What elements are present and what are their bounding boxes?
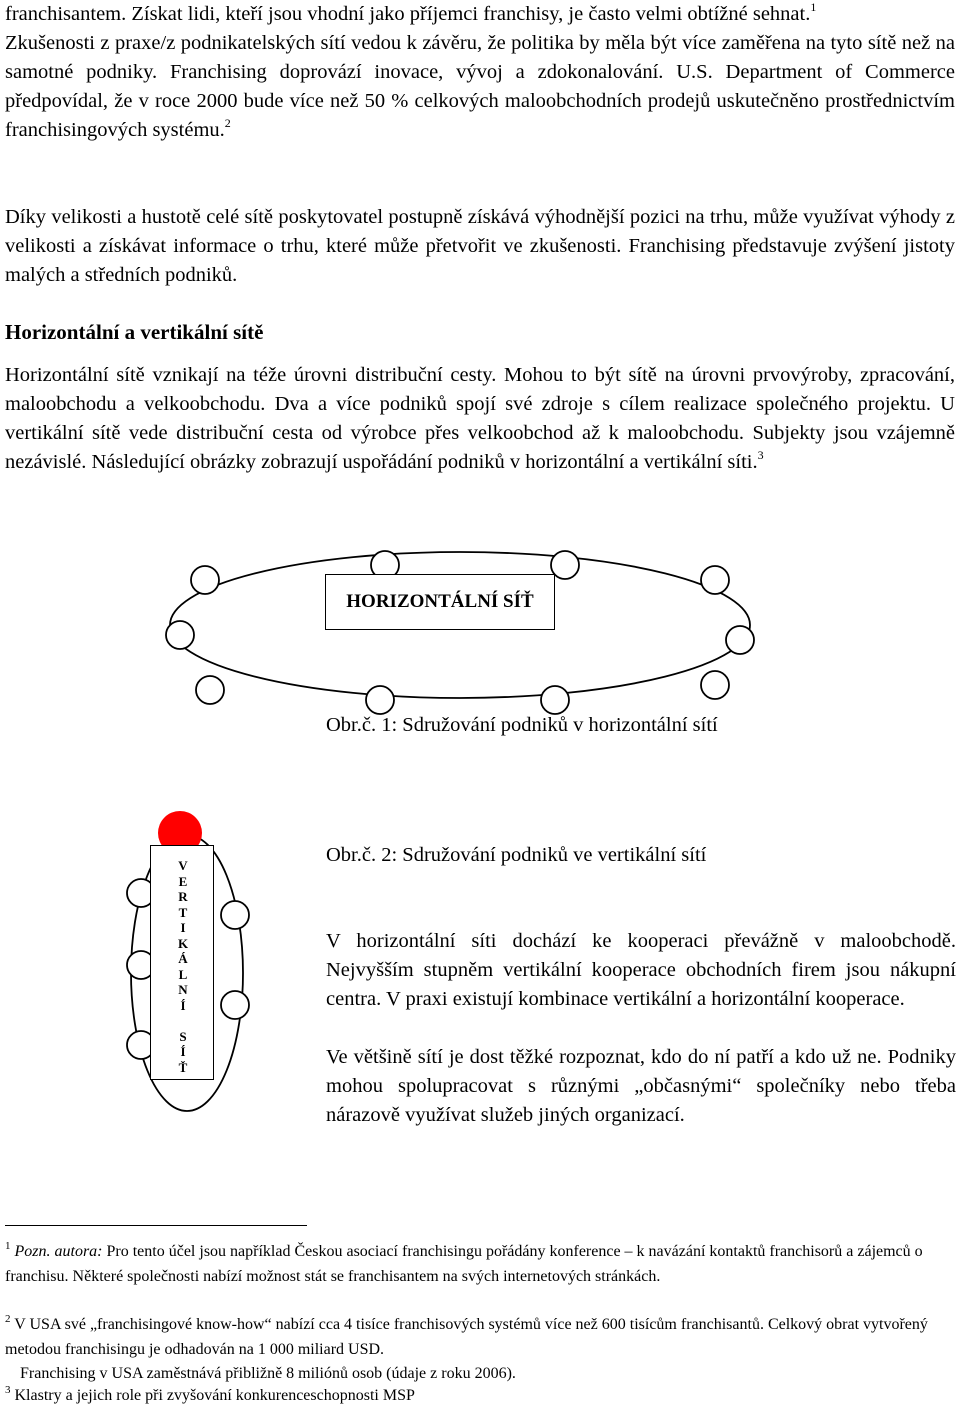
vertical-label-letter: S — [179, 1028, 187, 1044]
vertical-label-letter: Ť — [178, 1059, 188, 1075]
figure-2-caption: Obr.č. 2: Sdružování podniků ve vertikální sítí — [326, 844, 707, 866]
horizontal-network-diagram — [0, 545, 960, 715]
figure-1-caption: Obr.č. 1: Sdružování podniků v horizontální sítí — [326, 714, 718, 736]
paragraph-intro: franchisantem. Získat lidi, kteří jsou vhodní jako příjemci franchisy, je často velmi obtížné sehnat.$^1$ — [5, 0, 817, 25]
paragraph-membership: Ve většině sítí je dost těžké rozpoznat, kdo do ní patří a kdo už ne. Podniky mohou spolupracovat s různými „občasnými“ společníky nebo třeba nárazově využívat služeb jiných organizací. — [326, 1046, 956, 1126]
vertical-label-letter: N — [178, 982, 188, 997]
network-node — [551, 551, 579, 579]
section-heading: Horizontální a vertikální sítě — [5, 320, 264, 344]
vertical-label-letter: I — [180, 920, 186, 935]
network-node — [701, 566, 729, 594]
network-node — [541, 686, 569, 714]
vertical-label-letter: V — [178, 858, 188, 873]
paragraph-network-size: Díky velikosti a hustotě celé sítě poskytovatel postupně získává výhodnější pozici na trhu, může využívat výhody z velikosti a získávat informace o trhu, které může přetvořit ve zkušenosti. Franchising představuje zvýšení jistoty malých a středních podniků. — [5, 206, 955, 286]
network-node — [221, 901, 249, 929]
footnote-number: 3 — [5, 1384, 11, 1396]
vertical-label-letter: R — [178, 889, 188, 904]
paragraph-experience: Zkušenosti z praxe/z podnikatelských sítí vedou k závěru, že politika by měla být více zaměřena na tyto sítě než na samotné podniky. Franchising doprovází inovace, vývoj a zdokonalování. U.S. Department of Commerce předpovídal, že v roce 2000 bude více než 50 % celkových maloobchodních prodejů uskutečněno prostřednictvím franchisingových systému.$^2$ — [5, 32, 955, 141]
paragraph-cooperation: V horizontální síti dochází ke kooperaci převážně v maloobchodě. Nejvyšším stupněm vertikální kooperace obchodních firem jsou nákupní centra. V praxi existují kombinace vertikální a horizontální kooperace. — [326, 930, 956, 1010]
footnote-ref-2[interactable]: 2 — [224, 116, 231, 130]
footnote-ref-3[interactable]: 3 — [757, 448, 764, 462]
footnote-number: 2 — [5, 1313, 11, 1325]
footnote-1: $^1$ Pozn. autora: Pro tento účel jsou například Českou asociací franchisingu pořádány konference – k navázání kontaktů franchisorů a zájemců o franchisu. Některé společnosti nabízí možnost stát se franchisantem na svých internetových stránkách. — [5, 1240, 923, 1285]
vertical-label-letter: Í — [180, 1044, 186, 1059]
footnote-label: Pozn. autora: — [14, 1243, 103, 1260]
horizontal-network-label: HORIZONTÁLNÍ SÍŤ — [325, 574, 555, 630]
footnote-3: $^3$ Klastry a jejich role při zvyšování konkurenceschopnosti MSP — [5, 1384, 415, 1404]
vertical-label-letter: Á — [178, 951, 188, 966]
vertical-label-letter: L — [178, 966, 188, 982]
footnote-number: 1 — [5, 1240, 11, 1252]
vertical-label-letter: K — [177, 935, 189, 951]
network-node — [366, 686, 394, 714]
footnote-2: $^2$ V USA své „franchisingové know-how“ nabízí cca 4 tisíce franchisových systémů více než 600 tisícům franchisantů. Celkový obrat vytvořený metodou franchisingu je odhadován na 1 000 miliard USD. Franchising v USA zaměstnává přibližně 8 miliónů osob (údaje z roku 2006). — [5, 1313, 928, 1382]
network-node — [196, 676, 224, 704]
paragraph-horizontal-vertical: Horizontální sítě vznikají na téže úrovni distribuční cesty. Mohou to být sítě na úrovni prvovýroby, zpracování, maloobchodu a velkoobchodu. Dva a více podniků spojí své zdroje s cílem realizace společného projektu. U vertikální sítě vede distribuční cesta od výrobce přes velkoobchod až k maloobchodu. Subjekty jsou vzájemně nezávislé. Následující obrázky zobrazují uspořádání podniků v horizontální a vertikální síti.$^3$ — [5, 364, 955, 473]
network-node — [726, 626, 754, 654]
vertical-label-letter: Í — [180, 997, 186, 1013]
footnote-separator — [5, 1225, 307, 1226]
footnote-ref-1[interactable]: 1 — [810, 0, 817, 14]
network-node — [191, 566, 219, 594]
vertical-network-label-box — [150, 845, 214, 1080]
network-node — [166, 621, 194, 649]
network-node — [221, 991, 249, 1019]
vertical-label-letter: E — [178, 873, 188, 889]
vertical-label-letter: T — [178, 904, 188, 920]
network-node — [701, 671, 729, 699]
